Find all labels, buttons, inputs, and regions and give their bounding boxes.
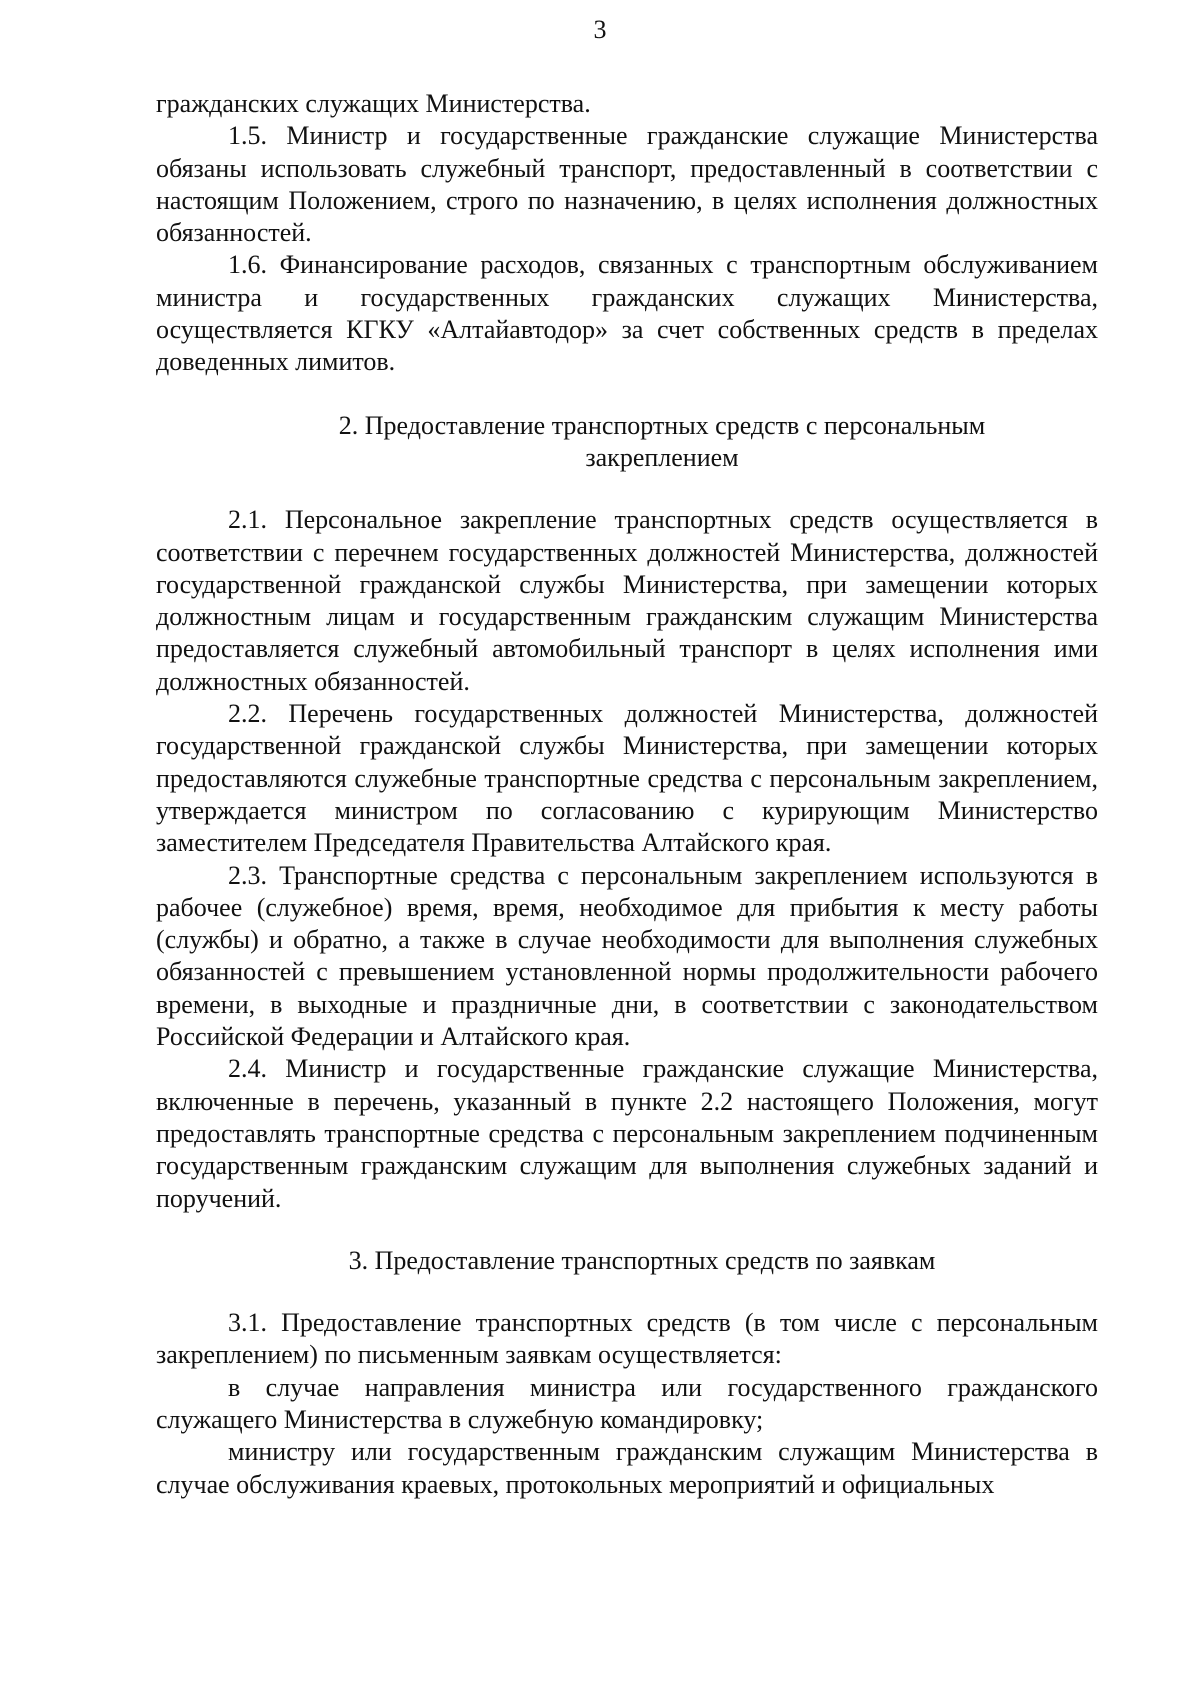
section-2-heading-line-1: 2. Предоставление транспортных средств с персональным: [338, 410, 986, 440]
paragraph-3-1-item-a: в случае направления министра или государственного гражданского служащего Министерства в служебную командировку;: [156, 1372, 1098, 1434]
page-number: 3: [593, 15, 607, 44]
section-2-heading: [156, 410, 1098, 475]
paragraph-3-1: 3.1. Предоставление транспортных средств (в том числе с персональным закреплением) по письменным заявкам осуществляется:: [156, 1308, 1098, 1370]
section-2-heading-line-2: закреплением: [585, 442, 739, 472]
paragraph-2-4: 2.4. Министр и государственные гражданские служащие Министерства, включенные в перечень, указанный в пункте 2.2 настоящего Положения, могут предоставлять транспортные средства с персональным закреплением подчиненным государственным гражданским служащим для выполнения служебных заданий и поручений.: [156, 1054, 1098, 1213]
paragraph-2-2: 2.2. Перечень государственных должностей Министерства, должностей государственной гражданской службы Министерства, при замещении которых предоставляются служебные транспортные средства с персональным закреплением, утверждается министром по согласованию с курирующим Министерство заместителем Председателя Правительства Алтайского края.: [156, 699, 1098, 858]
paragraph-1-5: 1.5. Министр и государственные гражданские служащие Министерства обязаны использовать служебный транспорт, предоставленный в соответствии с настоящим Положением, строго по назначению, в целях исполнения должностных обязанностей.: [156, 121, 1098, 248]
paragraph-3-1-item-b: министру или государственным гражданским служащим Министерства в случае обслуживания краевых, протокольных мероприятий и официальных: [156, 1437, 1098, 1499]
section-3-heading: 3. Предоставление транспортных средств по заявкам: [348, 1245, 936, 1275]
paragraph-2-1: 2.1. Персональное закрепление транспортных средств осуществляется в соответствии с перечнем государственных должностей Министерства, должностей государственной гражданской службы Министерства, при замещении которых должностным лицам и государственным гражданским служащим Министерства предоставляется служебный автомобильный транспорт в целях исполнения ими должностных обязанностей.: [156, 505, 1098, 696]
paragraph-continuation: гражданских служащих Министерства.: [156, 89, 591, 118]
paragraph-1-6: 1.6. Финансирование расходов, связанных с транспортным обслуживанием министра и государственных гражданских служащих Министерства, осуществляется КГКУ «Алтайавтодор» за счет собственных средств в пределах доведенных лимитов.: [156, 250, 1098, 377]
paragraph-2-3: 2.3. Транспортные средства с персональным закреплением используются в рабочее (служебное) время, время, необходимое для прибытия к месту работы (службы) и обратно, а также в случае необходимости для выполнения служебных обязанностей с превышением установленной нормы продолжительности рабочего времени, в выходные и праздничные дни, в соответствии с законодательством Российской Федерации и Алтайского края.: [156, 860, 1098, 1052]
document-body: [156, 88, 1098, 1501]
